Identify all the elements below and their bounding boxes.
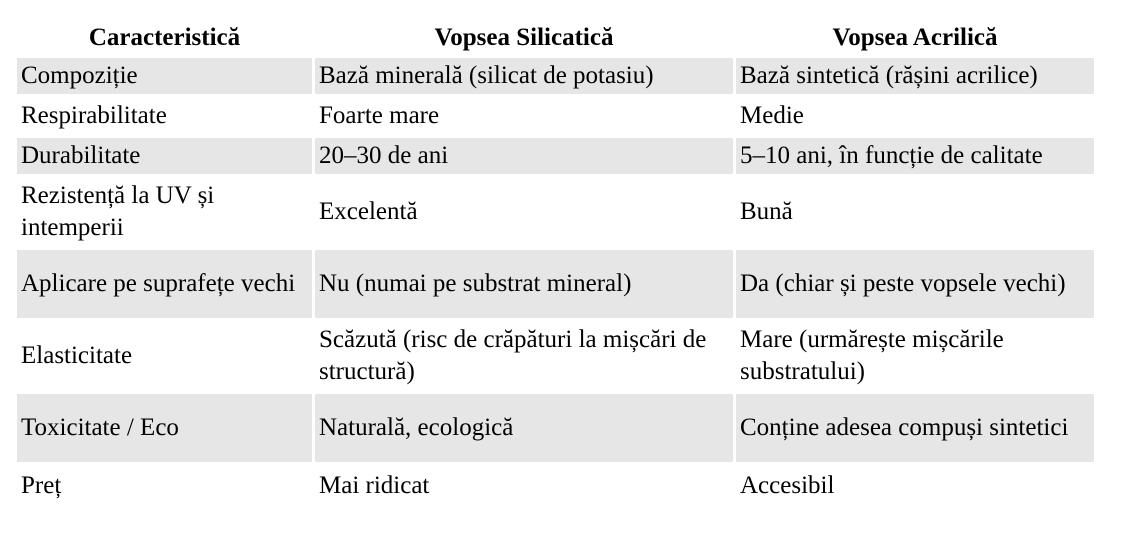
- header-silicate-paint: Vopsea Silicatică: [434, 24, 614, 51]
- table-header-row: [17, 18, 1097, 58]
- table-row: [17, 98, 1097, 134]
- acrylic-value: Bază sintetică (rășini acrilice): [736, 58, 1094, 94]
- acrylic-value: Bună: [740, 198, 793, 225]
- row-label: Preț: [21, 472, 62, 499]
- table-row: [17, 466, 1097, 506]
- row-label: Elasticitate: [21, 342, 133, 369]
- table-row: [17, 178, 1097, 246]
- acrylic-value: Conține adesea compuși sintetici: [736, 394, 1094, 462]
- row-label: Compoziție: [17, 58, 312, 94]
- silicate-value: Foarte mare: [319, 102, 440, 129]
- table-row: [17, 250, 1097, 318]
- silicate-value: Mai ridicat: [319, 472, 430, 499]
- silicate-value: Nu (numai pe substrat mineral): [315, 250, 733, 318]
- comparison-table: [17, 18, 1097, 506]
- acrylic-value: Mare (urmărește mișcările substratului): [740, 326, 1004, 385]
- silicate-value: Excelentă: [319, 198, 418, 225]
- row-label: Toxicitate / Eco: [17, 394, 312, 462]
- table-row: [17, 138, 1097, 174]
- row-label: Rezistență la UV și intemperii: [21, 182, 215, 241]
- acrylic-value: Accesibil: [740, 472, 835, 499]
- acrylic-value: Da (chiar și peste vopsele vechi): [736, 250, 1094, 318]
- row-label: Durabilitate: [17, 138, 312, 174]
- silicate-value: 20–30 de ani: [315, 138, 733, 174]
- table-row: [17, 322, 1097, 390]
- row-label: Respirabilitate: [21, 102, 167, 129]
- silicate-value: Bază minerală (silicat de potasiu): [315, 58, 733, 94]
- acrylic-value: 5–10 ani, în funcție de calitate: [736, 138, 1094, 174]
- row-label: Aplicare pe suprafețe vechi: [17, 250, 312, 318]
- header-characteristic: Caracteristică: [88, 24, 241, 51]
- acrylic-value: Medie: [740, 102, 804, 129]
- header-acrylic-paint: Vopsea Acrilică: [832, 24, 998, 51]
- silicate-value: Scăzută (risc de crăpături la mișcări de structură): [319, 326, 707, 385]
- silicate-value: Naturală, ecologică: [315, 394, 733, 462]
- table-row: [17, 58, 1097, 94]
- table-row: [17, 394, 1097, 462]
